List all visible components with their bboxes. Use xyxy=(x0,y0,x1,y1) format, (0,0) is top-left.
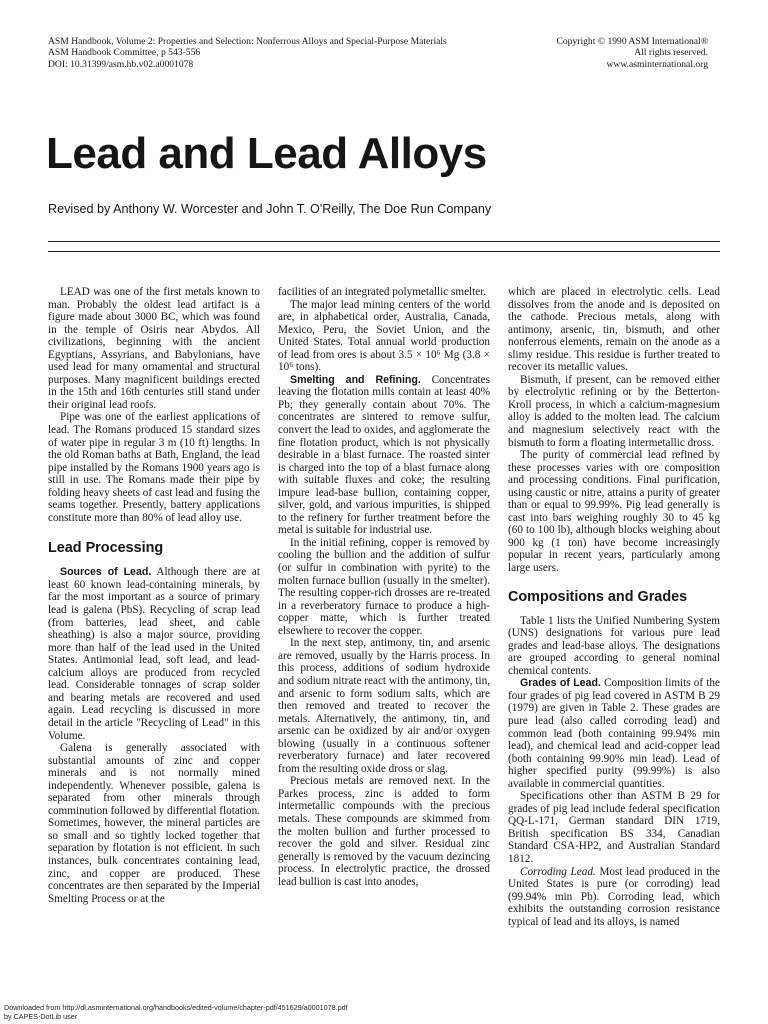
website-link[interactable]: www.asminternational.org xyxy=(606,58,708,70)
table-paragraph: Table 1 lists the Unified Numbering System (UNS) designations for various pure lead grades and lead-base alloys. The designations are grouped according to general nominal chemical contents. xyxy=(508,614,720,677)
intro-paragraph: LEAD was one of the first metals known to man. Probably the oldest lead artifact is a figure made about 3000 BC, which was found in the temple of Osiris near Abydos. All civilizations, beginning with the ancient Egyptians, Assyrians, and Babylonians, have used lead for many ornamental and structural purposes. Many magnificent buildings erected in the 15th and 16th centuries still stand under their original lead roofs. xyxy=(48,286,260,411)
title-rule-bottom xyxy=(48,251,720,252)
text-column-2 xyxy=(278,286,490,888)
sources-paragraph xyxy=(48,566,260,742)
continued-paragraph: which are placed in electrolytic cells. Lead dissolves from the anode and is deposited on the cathode. Precious metals, along with antimony, arsenic, tin, bismuth, and other nonferrous elements, remain on the anode as a slimy residue. This residue is further treated to recover its metallic values. xyxy=(508,286,720,374)
copyright-line: Copyright © 1990 ASM International® xyxy=(556,36,708,47)
runin-heading: Sources of Lead. xyxy=(60,566,152,579)
runin-heading: Grades of Lead. xyxy=(520,677,601,690)
header-line: DOI: 10.31399/asm.hb.v02.a0001078 xyxy=(48,58,194,70)
rights-line: All rights reserved. xyxy=(634,47,708,59)
header-copyright xyxy=(556,36,708,70)
article-byline: Revised by Anthony W. Worcester and John T. O'Reilly, The Doe Run Company xyxy=(48,202,492,216)
refining-paragraph: In the initial refining, copper is removed by cooling the bullion and the addition of sulfur (or sulfur in combination with pyrite) to the molten furnace bullion (usually in the smelter). The resulting copper-rich drosses are re-treated in a reverberatory furnace to produce a high-copper matte, which is further treated elsewhere to recover the copper. xyxy=(278,536,490,637)
section-heading-lead-processing: Lead Processing xyxy=(48,540,164,557)
download-user: by CAPES-DotLib user xyxy=(4,1011,78,1021)
paragraph-text: Although there are at least 60 known lead-containing minerals, by far the most important as a source of primary lead is galena (PbS). Recycling of scrap lead (from batteries, lead sheet, and cable sheathing) is also a major source, providing more than half of the lead used in the United States. Antimonial lead, soft lead, and lead-calcium alloys are produced from recycled lead. Considerable tonnages of scrap solder and bearing metals are recovered and used again. Lead recycling is discussed in more detail in the article "Recycling of Lead" in this Volume. xyxy=(48,566,260,742)
paragraph-text: Composition limits of the four grades of pig lead covered in ASTM B 29 (1979) are given in Table 2. These grades are pure lead (also called corroding lead) and common lead (both containing 99.94% min lead), and chemical lead and acid-copper lead (both containing 99.90% min lead). Lead of higher specified purity (99.99%) is also available in commercial quantities. xyxy=(508,677,720,790)
paragraph-text: Most lead produced in the United States is pure (or corroding) lead (99.94% min Pb). Corroding lead, which exhibits the outstanding corrosion resistance typical of lead and its alloys, is named xyxy=(508,865,720,928)
section-heading-compositions: Compositions and Grades xyxy=(508,588,688,605)
corroding-paragraph xyxy=(508,866,720,929)
header-line: ASM Handbook Committee, p 543-556 xyxy=(48,47,201,59)
next-step-paragraph: In the next step, antimony, tin, and arsenic are removed, usually by the Harris process. In this process, additions of sodium hydroxide and sodium nitrate react with the antimony, tin, and arsenic to form sodium salts, which are then removed and treated to recover the metals. Alternatively, the antimony, tin, and arsenic can be oxidized by air and/or oxygen blowing (usually in a continuous softener reverberatory furnace) and later recovered from the resulting oxide dross or slag. xyxy=(278,637,490,775)
mining-paragraph: The major lead mining centers of the world are, in alphabetical order, Australia, Canada, Mexico, Peru, the Soviet Union, and the United States. Total annual world production of lead from ores is about 3.5 × 10⁶ Mg (3.8 × 10⁶ tons). xyxy=(278,298,490,374)
specifications-paragraph: Specifications other than ASTM B 29 for grades of pig lead include federal specification QQ-L-171, German standard DIN 1719, British specification BS 334, Canadian Standard CSA-HP2, and Australian Standard 1812. xyxy=(508,790,720,865)
grades-paragraph xyxy=(508,677,720,790)
text-column-1 xyxy=(48,286,260,905)
pipe-paragraph: Pipe was one of the earliest applications of lead. The Romans produced 15 standard sizes of water pipe in regular 3 m (10 ft) lengths. In the old Roman baths at Bath, England, the lead pipe installed by the Romans 1900 years ago is still in use. The Romans made their pipe by folding heavy sheets of cast lead and fusing the seams together. Presently, battery applications constitute more than 80% of lead alloy use. xyxy=(48,411,260,524)
download-footer xyxy=(4,1004,348,1021)
runin-heading: Corroding Lead. xyxy=(520,865,596,878)
text-column-3 xyxy=(508,286,720,928)
purity-paragraph: The purity of commercial lead refined by these processes varies with ore composition and processing conditions. Final purification, using caustic or nitre, attains a purity of greater than or equal to 99.99%. Pig lead generally is cast into bars weighing roughly 30 to 45 kg (60 to 100 lb), although blocks weighing about 900 kg (1 ton) have become increasingly popular in recent years, particularly among large users. xyxy=(508,449,720,575)
header-citation xyxy=(48,36,447,70)
runin-heading: Smelting and Refining. xyxy=(290,373,421,386)
title-rule-top xyxy=(48,241,720,242)
download-url[interactable]: Downloaded from http://dl.asminternational.org/handbooks/edited-volume/chapter-pdf/451629/a0001078.pdf xyxy=(4,1003,348,1012)
bismuth-paragraph: Bismuth, if present, can be removed either by electrolytic refining or by the Betterton-Kroll process, in which a calcium-magnesium alloy is added to the molten lead. The calcium and magnesium selectively react with the bismuth to form a floating intermetallic dross. xyxy=(508,373,720,449)
galena-paragraph: Galena is generally associated with substantial amounts of zinc and copper minerals and is not normally mined independently. Whenever possible, galena is separated from other minerals through comminution followed by differential flotation. Sometimes, however, the mineral particles are so small and so tightly locked together that separation by flotation is not efficient. In such instances, bulk concentrates containing lead, zinc, and copper are produced. These concentrates are then separated by the Imperial Smelting Process or at the xyxy=(48,742,260,905)
paragraph-text: Concentrates leaving the flotation mills contain at least 40% Pb; they generally contain about 70%. The concentrates are sintered to remove sulfur, convert the lead to oxides, and agglomerate the fine flotation product, which is not physically desirable in a blast furnace. The roasted sinter is charged into the top of a blast furnace along with suitable fluxes and coke; the resulting impure lead-base bullion, containing copper, silver, gold, and various impurities, is shipped to the refinery for further treatment before the metal is suitable for industrial use. xyxy=(278,373,490,537)
smelting-paragraph xyxy=(278,374,490,537)
header-line: ASM Handbook, Volume 2: Properties and Selection: Nonferrous Alloys and Special-Purpose Materials xyxy=(48,36,447,47)
article-title: Lead and Lead Alloys xyxy=(46,129,487,178)
continued-paragraph: facilities of an integrated polymetallic smelter. xyxy=(278,286,487,298)
precious-metals-paragraph: Precious metals are removed next. In the Parkes process, zinc is added to form intermetallic compounds with the precious metals. These compounds are skimmed from the molten bullion and further processed to recover the gold and silver. Residual zinc generally is removed by the vacuum dezincing process. In electrolytic practice, the drossed lead bullion is cast into anodes, xyxy=(278,775,490,888)
